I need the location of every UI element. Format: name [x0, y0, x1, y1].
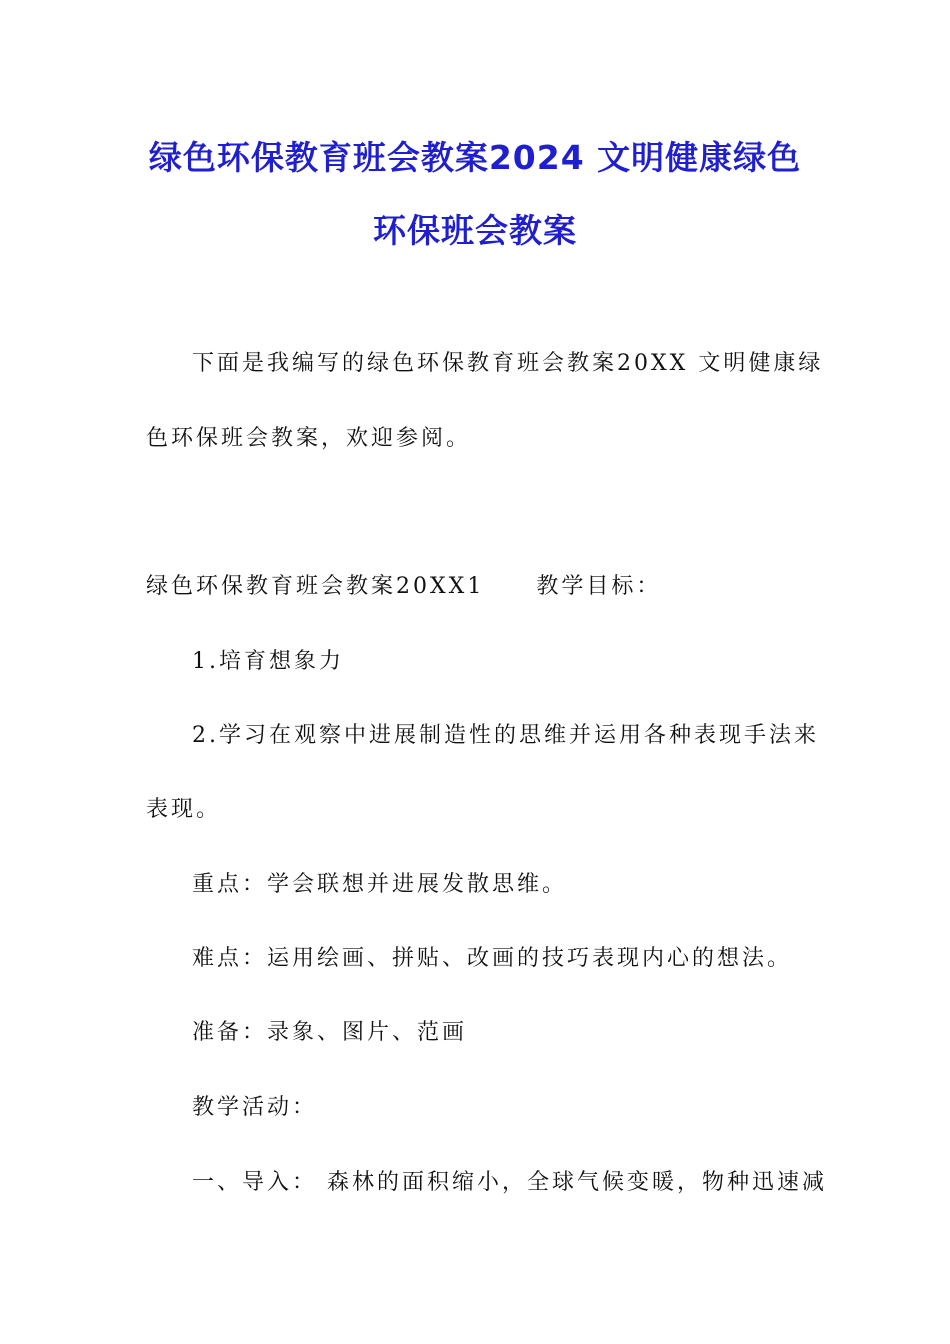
preparation: 准备：录象、图片、范画 — [192, 1020, 468, 1045]
activities-heading: 教学活动： — [192, 1095, 318, 1120]
document-title-line-1: 绿色环保教育班会教案2024 文明健康绿色 — [148, 138, 802, 177]
objective-item-2-line-2: 表现。 — [146, 797, 222, 822]
section-heading: 绿色环保教育班会教案20XX1 — [146, 574, 485, 599]
difficulty: 难点：运用绘画、拼贴、改画的技巧表现内心的想法。 — [192, 946, 793, 971]
intro-paragraph-line-1: 下面是我编写的绿色环保教育班会教案20XX 文明健康绿 — [192, 351, 824, 376]
objective-heading: 教学目标： — [536, 574, 662, 599]
objective-item-2-line-1: 2.学习在观察中进展制造性的思维并运用各种表现手法来 — [192, 723, 819, 748]
key-point: 重点：学会联想并进展发散思维。 — [192, 872, 568, 897]
objective-item-1: 1.培育想象力 — [192, 649, 344, 674]
section-heading-row — [146, 569, 661, 600]
document-title-line-2: 环保班会教案 — [373, 211, 577, 250]
intro-activity: 一、导入： 森林的面积缩小，全球气候变暖，物种迅速减 — [192, 1170, 827, 1195]
intro-paragraph-line-2: 色环保班会教案，欢迎参阅。 — [146, 426, 472, 451]
